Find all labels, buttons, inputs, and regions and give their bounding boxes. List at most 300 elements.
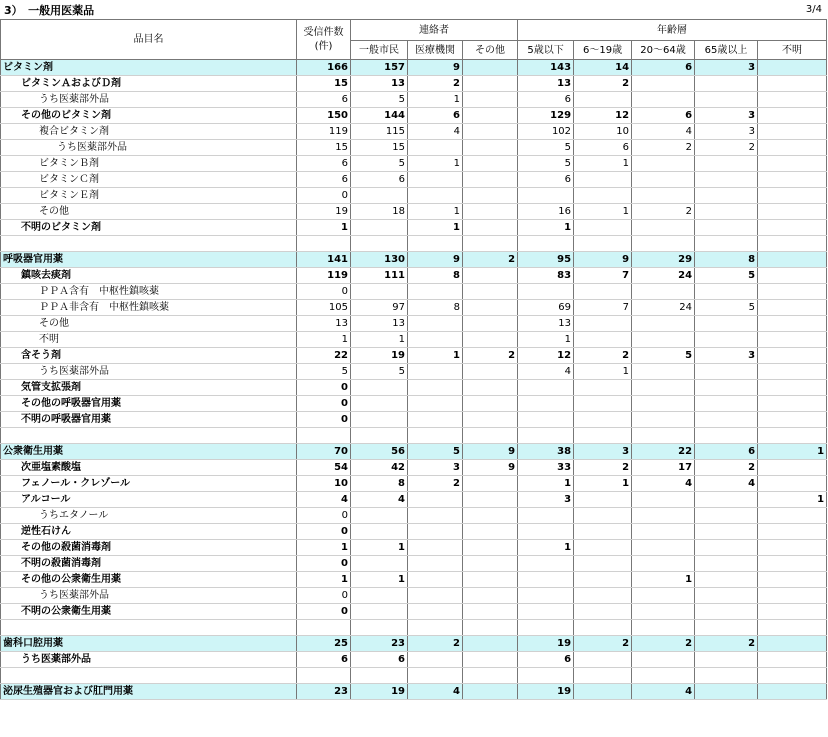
- table-row: [1, 652, 827, 668]
- empty-cell: [408, 428, 463, 444]
- table-row: [1, 268, 827, 284]
- cell-medical-institution: [408, 540, 463, 556]
- cell-general-public: 1: [351, 332, 408, 348]
- cell-medical-institution: [408, 652, 463, 668]
- cell-age-20-64: [632, 156, 695, 172]
- row-label: ビタミンＢ剤: [1, 156, 297, 172]
- cell-general-public: 5: [351, 92, 408, 108]
- cell-age-20-64: 22: [632, 444, 695, 460]
- cell-general-public: 8: [351, 476, 408, 492]
- table-row: [1, 508, 827, 524]
- table-row: [1, 396, 827, 412]
- cell-age-20-64: [632, 172, 695, 188]
- cell-count: 1: [297, 572, 351, 588]
- cell-age-6-19: 7: [574, 300, 632, 316]
- row-label: うち医薬部外品: [1, 588, 297, 604]
- cell-general-public: 5: [351, 364, 408, 380]
- row-label: うち医薬部外品: [1, 140, 297, 156]
- header-age-unknown: 不明: [758, 41, 827, 60]
- cell-age-6-19: [574, 332, 632, 348]
- cell-general-public: [351, 524, 408, 540]
- empty-cell: [408, 620, 463, 636]
- cell-other: [463, 524, 518, 540]
- empty-cell: [518, 428, 574, 444]
- cell-other: [463, 60, 518, 76]
- cell-age-65plus: 2: [695, 460, 758, 476]
- page-number: 3/4: [805, 4, 822, 15]
- cell-age-under5: 6: [518, 172, 574, 188]
- cell-medical-institution: [408, 604, 463, 620]
- cell-age-under5: [518, 284, 574, 300]
- cell-medical-institution: [408, 588, 463, 604]
- cell-age-unknown: [758, 76, 827, 92]
- cell-age-under5: 13: [518, 316, 574, 332]
- cell-age-unknown: [758, 412, 827, 428]
- header-age-6-19: 6～19歳: [574, 41, 632, 60]
- cell-age-65plus: [695, 492, 758, 508]
- cell-count: 6: [297, 92, 351, 108]
- empty-cell: [463, 236, 518, 252]
- cell-other: [463, 220, 518, 236]
- cell-age-unknown: [758, 604, 827, 620]
- cell-age-65plus: 5: [695, 268, 758, 284]
- row-label: 次亜塩素酸塩: [1, 460, 297, 476]
- table-row: [1, 636, 827, 652]
- cell-age-6-19: 14: [574, 60, 632, 76]
- cell-count: 150: [297, 108, 351, 124]
- cell-age-20-64: [632, 332, 695, 348]
- cell-count: 25: [297, 636, 351, 652]
- cell-count: 0: [297, 556, 351, 572]
- empty-cell: [408, 236, 463, 252]
- table-row: [1, 220, 827, 236]
- cell-age-20-64: 2: [632, 140, 695, 156]
- cell-age-65plus: [695, 572, 758, 588]
- empty-cell: [574, 428, 632, 444]
- cell-age-unknown: [758, 508, 827, 524]
- cell-medical-institution: 5: [408, 444, 463, 460]
- cell-age-20-64: [632, 220, 695, 236]
- empty-cell: [297, 428, 351, 444]
- cell-age-6-19: 1: [574, 476, 632, 492]
- cell-age-under5: 129: [518, 108, 574, 124]
- cell-other: 9: [463, 460, 518, 476]
- cell-general-public: 115: [351, 124, 408, 140]
- row-label: うち医薬部外品: [1, 364, 297, 380]
- cell-general-public: [351, 508, 408, 524]
- cell-age-6-19: [574, 572, 632, 588]
- row-label: 泌尿生殖器官および肛門用薬: [1, 684, 297, 700]
- cell-age-unknown: [758, 220, 827, 236]
- cell-age-unknown: [758, 380, 827, 396]
- cell-age-unknown: 1: [758, 444, 827, 460]
- cell-general-public: [351, 604, 408, 620]
- cell-age-6-19: 6: [574, 140, 632, 156]
- cell-age-65plus: [695, 92, 758, 108]
- row-label: 不明: [1, 332, 297, 348]
- cell-count: 19: [297, 204, 351, 220]
- cell-age-6-19: 2: [574, 76, 632, 92]
- cell-age-unknown: [758, 556, 827, 572]
- cell-age-unknown: [758, 524, 827, 540]
- cell-age-20-64: 2: [632, 204, 695, 220]
- cell-age-6-19: [574, 684, 632, 700]
- row-label: 公衆衛生用薬: [1, 444, 297, 460]
- cell-age-unknown: [758, 188, 827, 204]
- cell-general-public: 13: [351, 316, 408, 332]
- cell-other: [463, 76, 518, 92]
- cell-age-20-64: 5: [632, 348, 695, 364]
- cell-other: [463, 364, 518, 380]
- cell-age-unknown: [758, 268, 827, 284]
- cell-other: [463, 124, 518, 140]
- empty-cell: [297, 668, 351, 684]
- table-row: [1, 124, 827, 140]
- cell-general-public: [351, 588, 408, 604]
- cell-other: [463, 684, 518, 700]
- cell-count: 6: [297, 172, 351, 188]
- cell-age-under5: 102: [518, 124, 574, 140]
- cell-count: 105: [297, 300, 351, 316]
- cell-general-public: 5: [351, 156, 408, 172]
- cell-medical-institution: [408, 396, 463, 412]
- cell-age-65plus: 6: [695, 444, 758, 460]
- cell-count: 0: [297, 524, 351, 540]
- cell-age-under5: 4: [518, 364, 574, 380]
- cell-general-public: [351, 556, 408, 572]
- cell-age-65plus: 2: [695, 140, 758, 156]
- cell-other: [463, 636, 518, 652]
- cell-count: 141: [297, 252, 351, 268]
- table-row: [1, 284, 827, 300]
- header-general-public: 一般市民: [351, 41, 408, 60]
- cell-medical-institution: [408, 316, 463, 332]
- empty-cell: [1, 428, 297, 444]
- cell-age-under5: [518, 604, 574, 620]
- cell-medical-institution: 9: [408, 252, 463, 268]
- cell-medical-institution: [408, 556, 463, 572]
- cell-age-6-19: 1: [574, 156, 632, 172]
- table-row: [1, 60, 827, 76]
- cell-other: [463, 652, 518, 668]
- empty-cell: [574, 620, 632, 636]
- cell-general-public: 1: [351, 572, 408, 588]
- cell-medical-institution: [408, 332, 463, 348]
- cell-count: 22: [297, 348, 351, 364]
- cell-age-unknown: [758, 364, 827, 380]
- cell-general-public: [351, 220, 408, 236]
- cell-age-20-64: [632, 76, 695, 92]
- table-row: [1, 172, 827, 188]
- cell-age-65plus: 2: [695, 636, 758, 652]
- cell-general-public: 42: [351, 460, 408, 476]
- cell-count: 13: [297, 316, 351, 332]
- cell-age-6-19: [574, 556, 632, 572]
- cell-age-6-19: [574, 396, 632, 412]
- cell-general-public: 157: [351, 60, 408, 76]
- cell-count: 166: [297, 60, 351, 76]
- cell-age-65plus: [695, 540, 758, 556]
- cell-age-unknown: [758, 156, 827, 172]
- spacer-row: [1, 620, 827, 636]
- cell-count: 23: [297, 684, 351, 700]
- cell-age-65plus: 5: [695, 300, 758, 316]
- cell-medical-institution: [408, 572, 463, 588]
- empty-cell: [574, 236, 632, 252]
- cell-other: 2: [463, 348, 518, 364]
- table-row: [1, 380, 827, 396]
- empty-cell: [758, 668, 827, 684]
- cell-count: 15: [297, 76, 351, 92]
- cell-age-under5: 95: [518, 252, 574, 268]
- cell-general-public: 23: [351, 636, 408, 652]
- cell-medical-institution: 1: [408, 204, 463, 220]
- cell-age-6-19: [574, 380, 632, 396]
- spacer-row: [1, 428, 827, 444]
- cell-age-under5: 16: [518, 204, 574, 220]
- cell-medical-institution: 9: [408, 60, 463, 76]
- cell-age-65plus: 3: [695, 60, 758, 76]
- empty-cell: [297, 236, 351, 252]
- row-label: その他: [1, 204, 297, 220]
- row-label: その他: [1, 316, 297, 332]
- cell-age-unknown: [758, 652, 827, 668]
- cell-age-6-19: [574, 188, 632, 204]
- cell-age-under5: 143: [518, 60, 574, 76]
- poison-inquiry-table: [0, 19, 827, 700]
- cell-age-65plus: [695, 220, 758, 236]
- cell-age-65plus: [695, 172, 758, 188]
- cell-age-unknown: [758, 204, 827, 220]
- header-age-20-64: 20～64歳: [632, 41, 695, 60]
- cell-age-65plus: [695, 204, 758, 220]
- table-row: [1, 460, 827, 476]
- empty-cell: [463, 428, 518, 444]
- cell-age-under5: 1: [518, 476, 574, 492]
- cell-age-unknown: [758, 476, 827, 492]
- cell-other: [463, 300, 518, 316]
- cell-age-unknown: [758, 252, 827, 268]
- cell-medical-institution: 8: [408, 268, 463, 284]
- cell-age-65plus: 3: [695, 124, 758, 140]
- cell-medical-institution: [408, 188, 463, 204]
- cell-medical-institution: [408, 380, 463, 396]
- empty-cell: [1, 620, 297, 636]
- cell-medical-institution: [408, 492, 463, 508]
- cell-other: [463, 108, 518, 124]
- table-row: [1, 348, 827, 364]
- cell-age-6-19: [574, 92, 632, 108]
- empty-cell: [351, 620, 408, 636]
- cell-other: [463, 540, 518, 556]
- row-label: 複合ビタミン剤: [1, 124, 297, 140]
- cell-age-20-64: [632, 492, 695, 508]
- table-row: [1, 300, 827, 316]
- cell-age-6-19: [574, 588, 632, 604]
- table-row: [1, 540, 827, 556]
- cell-general-public: 1: [351, 540, 408, 556]
- row-label: アルコール: [1, 492, 297, 508]
- cell-other: [463, 412, 518, 428]
- row-label: 呼吸器官用薬: [1, 252, 297, 268]
- cell-age-unknown: [758, 684, 827, 700]
- cell-age-20-64: [632, 92, 695, 108]
- cell-age-under5: 5: [518, 156, 574, 172]
- cell-other: [463, 188, 518, 204]
- row-label: うちエタノール: [1, 508, 297, 524]
- cell-other: [463, 332, 518, 348]
- cell-count: 119: [297, 268, 351, 284]
- cell-age-unknown: [758, 108, 827, 124]
- empty-cell: [574, 668, 632, 684]
- table-row: [1, 76, 827, 92]
- cell-age-6-19: [574, 316, 632, 332]
- cell-age-6-19: 2: [574, 348, 632, 364]
- cell-medical-institution: 3: [408, 460, 463, 476]
- table-row: [1, 140, 827, 156]
- table-row: [1, 92, 827, 108]
- cell-medical-institution: 1: [408, 220, 463, 236]
- empty-cell: [632, 620, 695, 636]
- cell-age-under5: 1: [518, 540, 574, 556]
- cell-age-20-64: [632, 284, 695, 300]
- cell-age-under5: 3: [518, 492, 574, 508]
- row-label: ビタミンＥ剤: [1, 188, 297, 204]
- cell-count: 54: [297, 460, 351, 476]
- cell-other: [463, 476, 518, 492]
- cell-age-under5: 1: [518, 332, 574, 348]
- cell-age-under5: 83: [518, 268, 574, 284]
- empty-cell: [632, 428, 695, 444]
- cell-age-20-64: 6: [632, 108, 695, 124]
- cell-other: [463, 284, 518, 300]
- cell-age-20-64: 1: [632, 572, 695, 588]
- row-label: 逆性石けん: [1, 524, 297, 540]
- empty-cell: [695, 668, 758, 684]
- cell-age-under5: [518, 508, 574, 524]
- empty-cell: [408, 668, 463, 684]
- cell-age-65plus: [695, 380, 758, 396]
- cell-other: 2: [463, 252, 518, 268]
- cell-age-20-64: [632, 540, 695, 556]
- cell-age-6-19: [574, 508, 632, 524]
- cell-age-65plus: [695, 316, 758, 332]
- cell-age-under5: [518, 524, 574, 540]
- table-body: [1, 60, 827, 700]
- cell-age-20-64: [632, 316, 695, 332]
- cell-age-20-64: 4: [632, 124, 695, 140]
- cell-age-under5: [518, 412, 574, 428]
- cell-age-20-64: [632, 652, 695, 668]
- cell-age-65plus: [695, 588, 758, 604]
- cell-age-unknown: [758, 92, 827, 108]
- row-label: ＰＰＡ非含有 中枢性鎮咳薬: [1, 300, 297, 316]
- cell-count: 5: [297, 364, 351, 380]
- cell-count: 6: [297, 156, 351, 172]
- cell-age-20-64: [632, 188, 695, 204]
- cell-age-unknown: [758, 332, 827, 348]
- cell-general-public: [351, 396, 408, 412]
- row-label: 不明のビタミン剤: [1, 220, 297, 236]
- row-label: 不明の公衆衛生用薬: [1, 604, 297, 620]
- table-row: [1, 556, 827, 572]
- table-row: [1, 412, 827, 428]
- cell-other: [463, 172, 518, 188]
- cell-age-6-19: [574, 604, 632, 620]
- spacer-row: [1, 236, 827, 252]
- cell-age-unknown: [758, 588, 827, 604]
- cell-age-65plus: [695, 412, 758, 428]
- cell-age-20-64: [632, 396, 695, 412]
- cell-medical-institution: 2: [408, 636, 463, 652]
- header-contact: 連絡者: [351, 20, 518, 41]
- cell-age-65plus: [695, 188, 758, 204]
- cell-medical-institution: 8: [408, 300, 463, 316]
- row-label: その他の呼吸器官用薬: [1, 396, 297, 412]
- cell-medical-institution: 1: [408, 156, 463, 172]
- cell-age-unknown: [758, 572, 827, 588]
- cell-general-public: 144: [351, 108, 408, 124]
- cell-general-public: 97: [351, 300, 408, 316]
- header-age-65plus: 65歳以上: [695, 41, 758, 60]
- cell-age-6-19: 7: [574, 268, 632, 284]
- cell-count: 0: [297, 588, 351, 604]
- cell-other: [463, 140, 518, 156]
- cell-count: 1: [297, 220, 351, 236]
- cell-medical-institution: 2: [408, 476, 463, 492]
- empty-cell: [351, 668, 408, 684]
- cell-medical-institution: 1: [408, 92, 463, 108]
- header-other: その他: [463, 41, 518, 60]
- cell-other: [463, 204, 518, 220]
- empty-cell: [632, 236, 695, 252]
- cell-age-6-19: [574, 652, 632, 668]
- cell-medical-institution: [408, 508, 463, 524]
- table-row: [1, 316, 827, 332]
- cell-age-20-64: 24: [632, 268, 695, 284]
- cell-age-65plus: 8: [695, 252, 758, 268]
- cell-count: 10: [297, 476, 351, 492]
- empty-cell: [695, 620, 758, 636]
- cell-other: [463, 604, 518, 620]
- cell-general-public: 19: [351, 348, 408, 364]
- cell-age-65plus: [695, 652, 758, 668]
- table-row: [1, 444, 827, 460]
- row-label: 含そう剤: [1, 348, 297, 364]
- cell-age-6-19: 9: [574, 252, 632, 268]
- empty-cell: [518, 668, 574, 684]
- row-label: フェノール・クレゾール: [1, 476, 297, 492]
- header-count: 受信件数 (件): [297, 20, 351, 60]
- cell-other: [463, 380, 518, 396]
- cell-age-65plus: [695, 556, 758, 572]
- empty-cell: [351, 236, 408, 252]
- row-label: その他の殺菌消毒剤: [1, 540, 297, 556]
- row-label: その他の公衆衛生用薬: [1, 572, 297, 588]
- page-title: 3） 一般用医薬品: [4, 4, 95, 17]
- cell-age-20-64: [632, 556, 695, 572]
- cell-general-public: [351, 284, 408, 300]
- cell-medical-institution: [408, 172, 463, 188]
- cell-general-public: 15: [351, 140, 408, 156]
- cell-age-65plus: [695, 524, 758, 540]
- cell-age-under5: [518, 556, 574, 572]
- cell-general-public: 6: [351, 172, 408, 188]
- cell-general-public: [351, 380, 408, 396]
- cell-age-6-19: 2: [574, 636, 632, 652]
- row-label: ＰＰＡ含有 中枢性鎮咳薬: [1, 284, 297, 300]
- empty-cell: [351, 428, 408, 444]
